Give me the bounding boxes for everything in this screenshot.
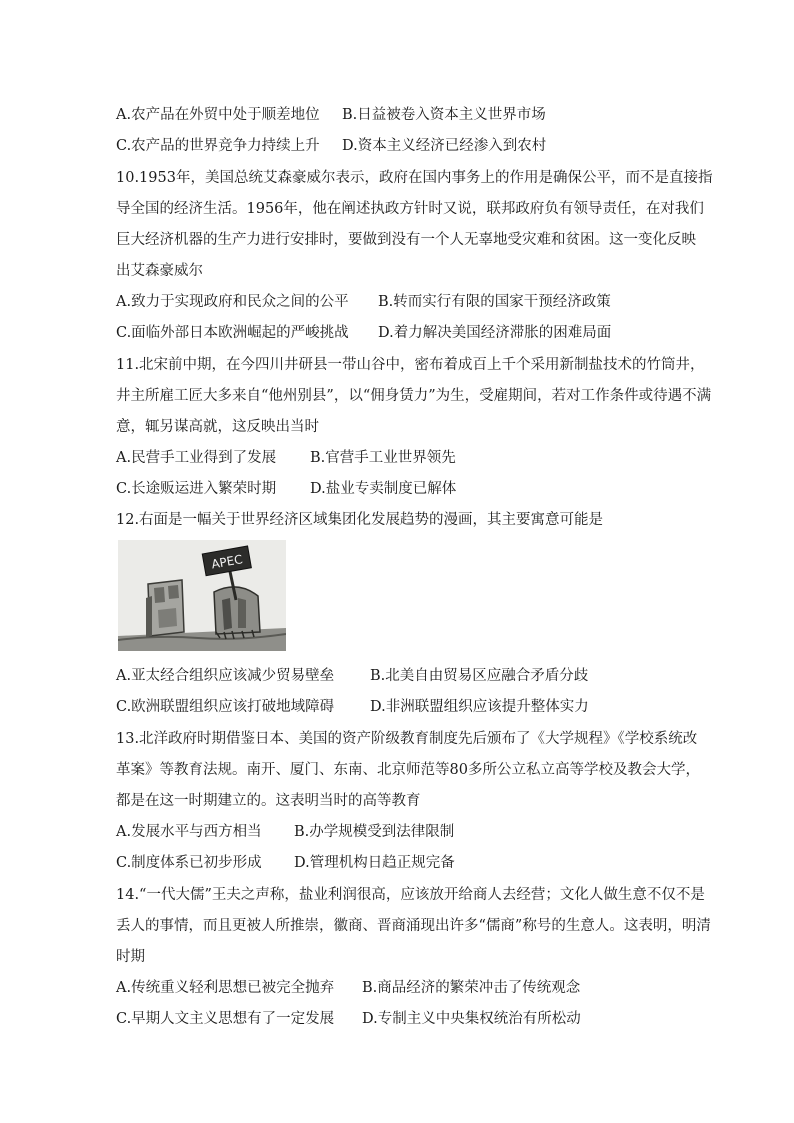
q11-stem-line-2: 井主所雇工匠大多来自“他州别县”，以“佣身赁力”为生，受雇期间，若对工作条件或待遇不满 xyxy=(116,388,712,404)
q12-option-d[interactable]: D.非洲联盟组织应该提升整体实力 xyxy=(370,699,589,715)
q13-option-d[interactable]: D.管理机构日趋正规完备 xyxy=(294,855,455,871)
q14-option-b[interactable]: B.商品经济的繁荣冲击了传统观念 xyxy=(362,980,581,996)
q14-option-d[interactable]: D.专制主义中央集权统治有所松动 xyxy=(362,1011,581,1027)
q12-option-b[interactable]: B.北美自由贸易区应融合矛盾分歧 xyxy=(370,668,589,684)
q11-options-row-2 xyxy=(116,477,456,498)
q9-options-row-2 xyxy=(116,134,546,155)
q11-option-d[interactable]: D.盐业专卖制度已解体 xyxy=(310,481,457,497)
q12-option-a[interactable]: A.亚太经合组织应该减少贸易壁垒 xyxy=(116,668,335,684)
q10-stem-line-4: 出艾森豪威尔 xyxy=(116,263,203,279)
q14-option-a[interactable]: A.传统重义轻利思想已被完全抛弃 xyxy=(116,980,335,996)
q13-options-row-2 xyxy=(116,851,455,872)
q13-option-c[interactable]: C.制度体系已初步形成 xyxy=(116,855,262,871)
q12-options-row-2 xyxy=(116,695,589,716)
q13-option-a[interactable]: A.发展水平与西方相当 xyxy=(116,824,262,840)
apec-cartoon-image xyxy=(118,540,286,651)
q14-stem-line-1: 14.“一代大儒”王夫之声称，盐业利润很高，应该放开给商人去经营；文化人做生意不仅不是 xyxy=(116,887,705,903)
q9-option-d[interactable]: D.资本主义经济已经渗入到农村 xyxy=(342,138,547,154)
q13-option-b[interactable]: B.办学规模受到法律限制 xyxy=(294,824,455,840)
q11-stem-line-1: 11.北宋前中期，在今四川井研县一带山谷中，密布着成百上千个采用新制盐技术的竹筒井， xyxy=(116,357,705,373)
q14-stem-line-2: 丢人的事情，而且更被人所推崇，徽商、晋商涌现出许多“儒商”称号的生意人。这表明，明清 xyxy=(116,918,711,934)
q10-stem-line-1: 10.1953年，美国总统艾森豪威尔表示，政府在国内事务上的作用是确保公平，而不是直接指 xyxy=(116,170,713,186)
q10-stem-line-2: 导全国的经济生活。1956年，他在阐述执政方针时又说，联邦政府负有领导责任，在对我们 xyxy=(116,201,704,217)
q10-options-row-1 xyxy=(116,290,611,311)
q14-options-row-2 xyxy=(116,1007,581,1028)
q9-option-c[interactable]: C.农产品的世界竞争力持续上升 xyxy=(116,138,320,154)
q10-stem-line-3: 巨大经济机器的生产力进行安排时，要做到没有一个人无辜地受灾难和贫困。这一变化反映 xyxy=(116,232,696,248)
cartoon-sign-label: APEC xyxy=(210,552,244,572)
q10-option-a[interactable]: A.致力于实现政府和民众之间的公平 xyxy=(116,294,349,310)
q14-option-c[interactable]: C.早期人文主义思想有了一定发展 xyxy=(116,1011,335,1027)
q13-options-row-1 xyxy=(116,820,454,841)
q9-option-b[interactable]: B.日益被卷入资本主义世界市场 xyxy=(342,107,546,123)
q10-options-row-2 xyxy=(116,321,611,342)
q12-option-c[interactable]: C.欧洲联盟组织应该打破地域障碍 xyxy=(116,699,335,715)
q11-option-a[interactable]: A.民营手工业得到了发展 xyxy=(116,450,277,466)
q12-options-row-1 xyxy=(116,664,588,685)
q10-option-b[interactable]: B.转而实行有限的国家干预经济政策 xyxy=(378,294,611,310)
q10-option-d[interactable]: D.着力解决美国经济滞胀的困难局面 xyxy=(378,325,612,341)
q13-stem-line-1: 13.北洋政府时期借鉴日本、美国的资产阶级教育制度先后颁布了《大学规程》《学校系统改 xyxy=(116,731,698,747)
q9-options-row-1 xyxy=(116,103,546,124)
q9-option-a[interactable]: A.农产品在外贸中处于顺差地位 xyxy=(116,107,320,123)
q11-stem-line-3: 意，辄另谋高就，这反映出当时 xyxy=(116,419,319,435)
q13-stem-line-3: 都是在这一时期建立的。这表明当时的高等教育 xyxy=(116,793,421,809)
q14-options-row-1 xyxy=(116,976,580,997)
q10-option-c[interactable]: C.面临外部日本欧洲崛起的严峻挑战 xyxy=(116,325,349,341)
q11-options-row-1 xyxy=(116,446,456,467)
cartoon-drawing xyxy=(118,540,286,651)
q11-option-c[interactable]: C.长途贩运进入繁荣时期 xyxy=(116,481,277,497)
q14-stem-line-3: 时期 xyxy=(116,949,145,965)
q13-stem-line-2: 革案》等教育法规。南开、厦门、东南、北京师范等80多所公立私立高等学校及教会大学， xyxy=(116,762,700,778)
q11-option-b[interactable]: B.官营手工业世界领先 xyxy=(310,450,456,466)
q12-stem-line-1: 12.右面是一幅关于世界经济区域集团化发展趋势的漫画，其主要寓意可能是 xyxy=(116,512,604,528)
